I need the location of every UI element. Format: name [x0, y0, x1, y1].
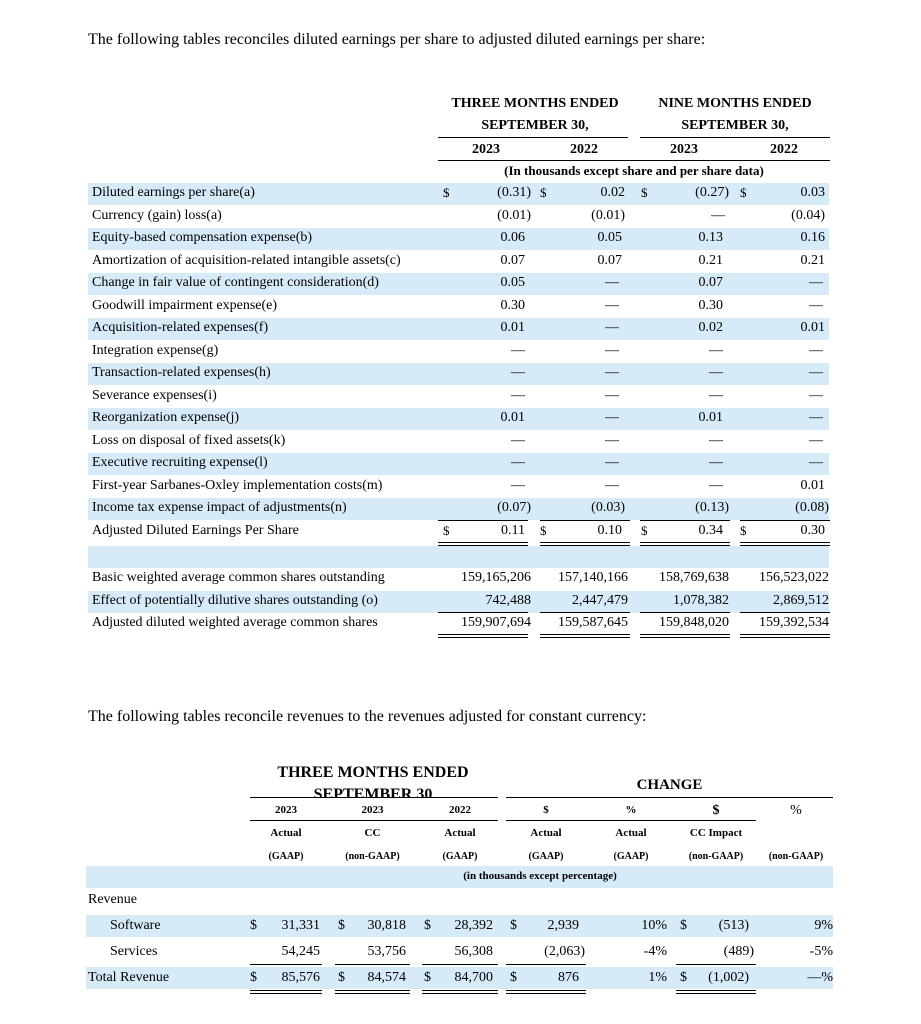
rev-units-note: (in thousands except percentage): [463, 870, 617, 882]
dollar-sign: $: [338, 970, 345, 985]
cell-3m-2023: 0.05: [500, 275, 525, 290]
cell-9m-2023: 0.21: [698, 253, 723, 268]
rev-header-rule-left: [250, 797, 498, 798]
cell-3m-2023: 0.06: [500, 230, 525, 245]
rev-col1-line3: (GAAP): [268, 851, 304, 862]
cell-9m-2023: (0.27): [695, 185, 729, 200]
row-label: Services: [110, 944, 158, 959]
eps-header-period-end-3m: SEPTEMBER 30,: [481, 118, 589, 133]
cell-3m-2022: 0.07: [597, 253, 622, 268]
eps-header-period-end-9m: SEPTEMBER 30,: [681, 118, 789, 133]
cell-2023-cc: 53,756: [367, 944, 406, 959]
cell-9m-2022: 0.21: [800, 253, 825, 268]
row-label: Transaction-related expenses(h): [92, 365, 271, 380]
cell-9m-2023: 0.34: [698, 523, 723, 538]
cell-9m-2022: —: [809, 343, 823, 358]
cell-9m-2023: —: [709, 455, 723, 470]
cell-3m-2023: (0.31): [497, 185, 531, 200]
row-label: Currency (gain) loss(a): [92, 208, 222, 223]
table-row: [88, 183, 829, 205]
dollar-sign: $: [540, 523, 547, 538]
cell-9m-2022: (0.08): [795, 500, 829, 515]
cell-3m-2022: —: [605, 455, 619, 470]
total-double-rule: [540, 634, 630, 638]
rev-col3-line2: Actual: [444, 827, 476, 839]
cell-9m-2023: —: [709, 433, 723, 448]
row-label: Income tax expense impact of adjustments(n): [92, 500, 347, 515]
subtotal-rule: [676, 964, 756, 965]
cell-9m-2022: 156,523,022: [759, 570, 829, 585]
subtotal-rule: [250, 964, 322, 965]
cell-9m-2022: 0.30: [800, 523, 825, 538]
cell-2023-actual: 54,245: [281, 944, 320, 959]
rev-col1-line1: 2023: [275, 804, 297, 816]
cell-2022-actual: 28,392: [454, 918, 493, 933]
rev-subheader-rule-left: [250, 820, 498, 821]
eps-header-three-months: THREE MONTHS ENDED: [451, 96, 619, 111]
table-row: [88, 318, 829, 340]
cell-9m-2022: (0.04): [791, 208, 825, 223]
rev-header-three-months: THREE MONTHS ENDED: [277, 764, 469, 781]
cell-3m-2023: 0.30: [500, 298, 525, 313]
cell-9m-2023: —: [711, 208, 725, 223]
row-label: Software: [110, 918, 161, 933]
eps-intro-text: The following tables reconciles diluted earnings per share to adjusted diluted earnings per share:: [88, 31, 706, 48]
eps-year-2022-3m: 2022: [570, 142, 598, 157]
cell-3m-2023: (0.01): [497, 208, 531, 223]
cell-3m-2023: (0.07): [497, 500, 531, 515]
rev-header-change: CHANGE: [636, 777, 703, 793]
cell-3m-2023: 159,165,206: [461, 570, 531, 585]
rev-col3-line3: (GAAP): [442, 851, 478, 862]
rev-col5-line1: %: [625, 804, 637, 816]
rev-col4-line2: Actual: [530, 827, 562, 839]
cell-cc-pct: 9%: [814, 918, 833, 933]
cell-9m-2023: 0.02: [698, 320, 723, 335]
cell-9m-2023: 0.07: [698, 275, 723, 290]
dollar-sign: $: [540, 185, 547, 200]
eps-header-rule-3m: [438, 137, 628, 138]
row-label: Total Revenue: [88, 970, 170, 985]
units-row: [86, 866, 833, 888]
cell-9m-2022: —: [809, 433, 823, 448]
cell-3m-2023: —: [511, 388, 525, 403]
rev-header-rule-right: [506, 797, 833, 798]
table-row: [88, 613, 829, 635]
cell-3m-2022: —: [605, 298, 619, 313]
dollar-sign: $: [424, 970, 431, 985]
cell-3m-2022: —: [605, 343, 619, 358]
eps-year-2022-9m: 2022: [770, 142, 798, 157]
cell-2023-actual: 85,576: [281, 970, 320, 985]
cell-cc-pct: —%: [807, 970, 833, 985]
dollar-sign: $: [443, 523, 450, 538]
rev-col5-line3: (GAAP): [613, 851, 649, 862]
cell-9m-2022: —: [809, 410, 823, 425]
row-label: Executive recruiting expense(l): [92, 455, 268, 470]
cell-2022-actual: 56,308: [454, 944, 493, 959]
cell-9m-2023: —: [709, 388, 723, 403]
cell-cc-pct: -5%: [809, 944, 833, 959]
rev-col6-line1: $: [712, 803, 720, 818]
rev-section-label: Revenue: [88, 892, 137, 907]
rev-col6-line2: CC Impact: [689, 827, 743, 839]
total-double-rule: [640, 634, 730, 638]
cell-3m-2022: 157,140,166: [558, 570, 628, 585]
cell-9m-2023: 0.30: [698, 298, 723, 313]
table-row: [88, 521, 829, 543]
total-double-rule: [335, 990, 410, 994]
rev-col2-line1: 2023: [361, 804, 384, 816]
row-label: Adjusted diluted weighted average common shares: [92, 615, 378, 630]
cell-9m-2023: 0.01: [698, 410, 723, 425]
cell-3m-2022: 159,587,645: [558, 615, 628, 630]
cell-change-dollar: (2,063): [544, 944, 585, 959]
cell-9m-2022: —: [809, 365, 823, 380]
cell-9m-2022: —: [809, 298, 823, 313]
cell-9m-2023: 1,078,382: [673, 593, 729, 608]
eps-header-nine-months: NINE MONTHS ENDED: [658, 96, 812, 111]
cell-3m-2022: —: [605, 410, 619, 425]
cell-3m-2023: 159,907,694: [461, 615, 531, 630]
row-label: Basic weighted average common shares outstanding: [92, 570, 385, 585]
subtotal-rule: [335, 964, 410, 965]
table-row: [88, 568, 829, 590]
cell-cc-impact: (1,002): [708, 970, 749, 985]
table-row: [88, 341, 829, 363]
cell-2023-cc: 30,818: [367, 918, 406, 933]
dollar-sign: $: [641, 185, 648, 200]
row-label: Amortization of acquisition-related intangible assets(c): [92, 253, 401, 268]
row-label: Loss on disposal of fixed assets(k): [92, 433, 286, 448]
table-row: [88, 453, 829, 475]
cell-9m-2022: 2,869,512: [773, 593, 829, 608]
cell-9m-2023: 158,769,638: [659, 570, 729, 585]
cell-9m-2023: —: [709, 478, 723, 493]
cell-3m-2023: 0.01: [500, 410, 525, 425]
cell-3m-2022: 0.10: [597, 523, 622, 538]
dollar-sign: $: [250, 918, 257, 933]
table-row: [88, 251, 829, 273]
eps-header-rule-9m: [640, 137, 830, 138]
row-label: Severance expenses(i): [92, 388, 217, 403]
cell-9m-2023: 159,848,020: [659, 615, 729, 630]
eps-year-rule: [438, 160, 830, 161]
cell-cc-impact: (489): [723, 944, 754, 959]
dollar-sign: $: [680, 970, 687, 985]
cell-9m-2022: 0.03: [800, 185, 825, 200]
eps-year-2023-3m: 2023: [472, 142, 500, 157]
cell-change-pct: 10%: [641, 918, 667, 933]
total-double-rule: [438, 634, 528, 638]
cell-change-dollar: 876: [558, 970, 579, 985]
cell-2023-actual: 31,331: [281, 918, 320, 933]
total-double-rule: [740, 634, 830, 638]
table-row: [88, 498, 829, 520]
cell-9m-2022: 0.01: [800, 478, 825, 493]
cell-3m-2023: —: [511, 455, 525, 470]
subtotal-rule: [506, 964, 586, 965]
table-row: [86, 967, 833, 989]
eps-year-2023-9m: 2023: [670, 142, 698, 157]
dollar-sign: $: [510, 970, 517, 985]
cell-9m-2023: —: [709, 365, 723, 380]
rev-subheader-rule-right: [506, 820, 756, 821]
rev-col2-line2: CC: [364, 827, 381, 839]
cell-change-pct: 1%: [648, 970, 667, 985]
total-double-rule: [676, 990, 756, 994]
dollar-sign: $: [250, 970, 257, 985]
cell-9m-2022: 0.01: [800, 320, 825, 335]
dollar-sign: $: [424, 918, 431, 933]
dollar-sign: $: [510, 918, 517, 933]
dollar-sign: $: [641, 523, 648, 538]
cell-3m-2022: 0.02: [600, 185, 625, 200]
rev-col7-line3: (non-GAAP): [768, 851, 824, 862]
cell-3m-2023: 0.01: [500, 320, 525, 335]
cell-9m-2023: 0.13: [698, 230, 723, 245]
table-row: [88, 206, 829, 228]
cell-change-pct: -4%: [643, 944, 667, 959]
row-label: First-year Sarbanes-Oxley implementation costs(m): [92, 478, 383, 493]
table-row: [86, 915, 833, 937]
cell-3m-2022: 0.05: [597, 230, 622, 245]
rev-col4-line1: $: [543, 804, 549, 816]
rev-col5-line2: Actual: [615, 827, 647, 839]
cell-change-dollar: 2,939: [547, 918, 579, 933]
total-double-rule: [422, 990, 498, 994]
cell-3m-2023: —: [511, 343, 525, 358]
row-label: Effect of potentially dilutive shares outstanding (o): [92, 593, 378, 608]
row-label: Goodwill impairment expense(e): [92, 298, 278, 313]
rev-col3-line1: 2022: [449, 804, 471, 816]
cell-3m-2023: 742,488: [485, 593, 531, 608]
total-double-rule: [250, 990, 322, 994]
table-row: [88, 408, 829, 430]
table-row: [88, 386, 829, 408]
row-label: Adjusted Diluted Earnings Per Share: [92, 523, 299, 538]
spacer-row: [88, 546, 829, 568]
cell-9m-2022: 0.16: [800, 230, 825, 245]
cell-3m-2022: —: [605, 365, 619, 380]
cell-2022-actual: 84,700: [454, 970, 493, 985]
table-row: [88, 363, 829, 385]
cell-9m-2023: (0.13): [695, 500, 729, 515]
dollar-sign: $: [443, 185, 450, 200]
cell-3m-2022: —: [605, 275, 619, 290]
rev-col7-line1: %: [790, 803, 802, 818]
rev-header-period-end: SEPTEMBER 30: [313, 786, 433, 798]
rev-col6-line3: (non-GAAP): [688, 851, 744, 862]
dollar-sign: $: [740, 523, 747, 538]
cell-3m-2022: —: [605, 433, 619, 448]
row-label: Equity-based compensation expense(b): [92, 230, 313, 245]
cell-3m-2023: 0.07: [500, 253, 525, 268]
cell-3m-2023: 0.11: [501, 523, 525, 538]
table-row: [88, 476, 829, 498]
cell-9m-2022: 159,392,534: [759, 615, 829, 630]
cell-9m-2022: —: [809, 275, 823, 290]
total-double-rule: [506, 990, 586, 994]
row-label: Integration expense(g): [92, 343, 219, 358]
revenue-intro-text: The following tables reconcile revenues to the revenues adjusted for constant currency:: [88, 708, 647, 725]
dollar-sign: $: [338, 918, 345, 933]
dollar-sign: $: [740, 185, 747, 200]
cell-3m-2022: (0.03): [591, 500, 625, 515]
row-label: Change in fair value of contingent consideration(d): [92, 275, 379, 290]
cell-3m-2022: —: [605, 388, 619, 403]
cell-9m-2023: —: [709, 343, 723, 358]
cell-3m-2022: 2,447,479: [572, 593, 628, 608]
table-row: [88, 431, 829, 453]
cell-3m-2023: —: [511, 365, 525, 380]
table-row: [88, 296, 829, 318]
cell-3m-2023: —: [511, 478, 525, 493]
row-label: Reorganization expense(j): [92, 410, 240, 425]
cell-9m-2022: —: [809, 455, 823, 470]
eps-units-note: (In thousands except share and per share data): [504, 163, 764, 178]
rev-col4-line3: (GAAP): [528, 851, 564, 862]
row-label: Acquisition-related expenses(f): [92, 320, 269, 335]
cell-3m-2023: —: [511, 433, 525, 448]
table-row: [88, 228, 829, 250]
dollar-sign: $: [680, 918, 687, 933]
cell-3m-2022: (0.01): [591, 208, 625, 223]
table-row: [86, 941, 833, 963]
cell-3m-2022: —: [605, 320, 619, 335]
cell-cc-impact: (513): [718, 918, 749, 933]
table-row: [88, 273, 829, 295]
table-row: [88, 591, 829, 613]
cell-3m-2022: —: [605, 478, 619, 493]
cell-9m-2022: —: [809, 388, 823, 403]
rev-col1-line2: Actual: [270, 827, 302, 839]
rev-col2-line3: (non-GAAP): [345, 851, 400, 862]
cell-2023-cc: 84,574: [367, 970, 406, 985]
row-label: Diluted earnings per share(a): [92, 185, 255, 200]
subtotal-rule: [422, 964, 498, 965]
